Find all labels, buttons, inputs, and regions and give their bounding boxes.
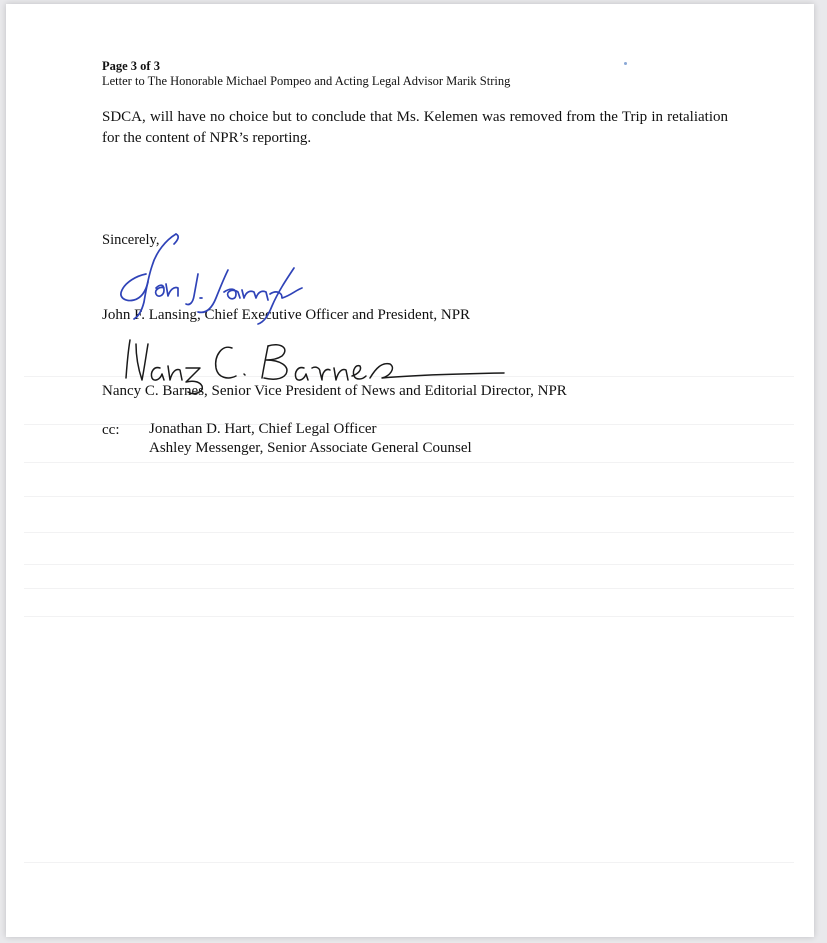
- show-through-line: [24, 462, 794, 463]
- cc-label: cc:: [102, 422, 120, 438]
- show-through-line: [24, 532, 794, 533]
- show-through-line: [24, 862, 794, 863]
- body-paragraph: SDCA, will have no choice but to conclude that Ms. Kelemen was removed from the Trip in retaliation for the content of NPR’s reporting.: [102, 109, 728, 146]
- cc-recipient: Jonathan D. Hart, Chief Legal Officer: [149, 421, 377, 437]
- show-through-line: [24, 564, 794, 565]
- show-through-line: [24, 588, 794, 589]
- show-through-line: [24, 616, 794, 617]
- cc-recipient-list: [149, 420, 472, 458]
- signatory-line-barnes: Nancy C. Barnes, Senior Vice President of News and Editorial Director, NPR: [102, 383, 567, 399]
- closing-salutation: Sincerely,: [102, 232, 160, 248]
- page-number: Page 3 of 3: [102, 59, 160, 73]
- page-header: [102, 59, 510, 89]
- show-through-line: [24, 496, 794, 497]
- show-through-line: [24, 376, 794, 377]
- signatory-line-lansing: John F. Lansing, Chief Executive Officer and President, NPR: [102, 307, 471, 323]
- ink-dot: [624, 62, 627, 65]
- letter-subject: Letter to The Honorable Michael Pompeo and Acting Legal Advisor Marik String: [102, 74, 511, 88]
- document-page: [6, 4, 814, 937]
- cc-recipient: Ashley Messenger, Senior Associate General Counsel: [149, 440, 472, 456]
